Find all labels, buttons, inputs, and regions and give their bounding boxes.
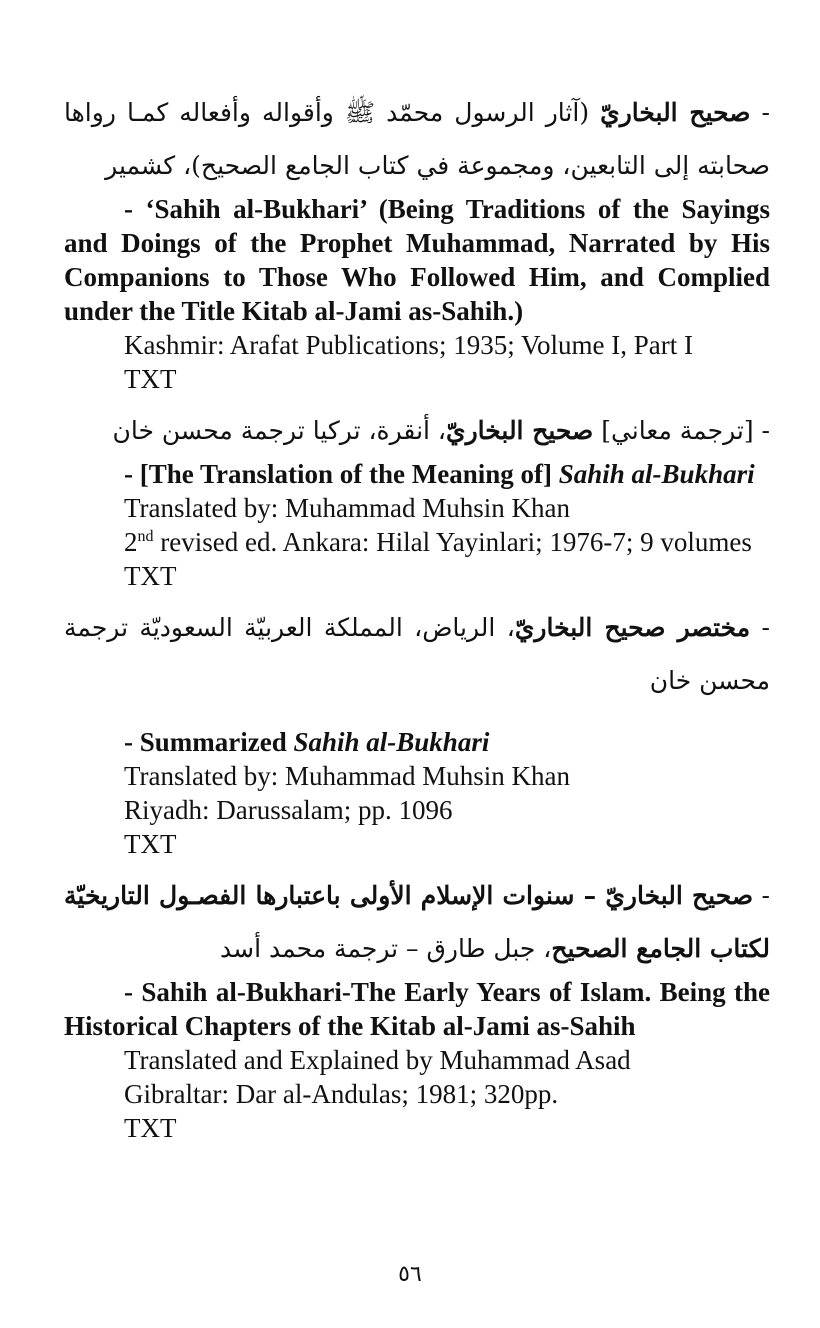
arabic-prefix: - [ترجمة معاني] [593,416,770,445]
arabic-details: (آثار الرسول محمّد ﷺ وأقواله وأفعاله كمـا رواها صحابته إلى التابعين، ومجموعة في كتاب الجامع الصحيح)، كشمير [64,98,770,180]
english-title-italic: Sahih al-Bukhari [558,459,755,489]
entry-meta [64,1043,770,1145]
format-label: TXT [124,829,177,859]
edition-suffix: nd [137,528,154,545]
english-title [64,457,770,491]
edition-info [64,525,770,559]
arabic-details: ، جبل طارق – ترجمة محمد أسد [220,934,552,963]
edition-details: revised ed. Ankara: Hilal Yayinlari; 1976-7; 9 volumes [153,527,752,557]
english-title [64,192,770,328]
arabic-citation [64,404,770,457]
arabic-citation [64,86,770,192]
bibliography-entry [64,601,770,861]
english-title-text: - Sahih al-Bukhari-The Early Years of Islam. Being the Historical Chapters of the Kitab al-Jami as-Sahih [64,977,770,1041]
entry-meta [64,759,770,861]
arabic-citation [64,869,770,975]
english-title-italic: Sahih al-Bukhari [293,727,490,757]
english-title [64,725,770,759]
english-title-text: - Summarized [124,727,294,757]
arabic-citation [64,601,770,707]
format-label: TXT [124,1113,177,1143]
bibliography-entry [64,404,770,593]
translator-info: Translated by: Muhammad Muhsin Khan [124,761,570,791]
arabic-title: صحيح البخاريّ [600,98,751,127]
arabic-title: صحيح البخاريّ [446,416,594,445]
entry-meta [64,491,770,593]
english-title [64,975,770,1043]
arabic-details: ، الرياض، المملكة العربيّة السعوديّة ترجمة محسن خان [64,613,770,695]
english-title-text: - ‘Sahih al-Bukhari’ (Being Traditions of the Sayings and Doings of the Prophet Muhammad, Narrated by His Companions to Those Who Followed Him, and Complied under the Title Kitab al-Jami as-Sahih.) [64,194,770,326]
arabic-details: ، أنقرة، تركيا ترجمة محسن خان [112,416,446,445]
page-number: ٥٦ [398,1262,422,1287]
arabic-title: مختصر صحيح البخاريّ [514,613,751,642]
arabic-prefix: - [753,881,770,910]
format-label: TXT [124,561,177,591]
page-body [64,86,770,1145]
translator-info: Translated by: Muhammad Muhsin Khan [124,493,570,523]
bibliography-entry [64,86,770,396]
translator-info: Translated and Explained by Muhammad Asad [124,1045,631,1075]
arabic-title: صحيح البخاريّ – سنوات الإسلام الأولى باعتبارها الفصـول التاريخيّة لكتاب الجامع الصحيح [64,881,770,963]
arabic-prefix: - [750,98,770,127]
arabic-prefix: - [750,613,770,642]
english-title-text: - [The Translation of the Meaning of] [124,459,559,489]
format-label: TXT [124,364,177,394]
publication-info: Gibraltar: Dar al-Andulas; 1981; 320pp. [124,1079,559,1109]
entry-meta [64,328,770,396]
bibliography-entry [64,869,770,1145]
edition-number: 2 [124,527,138,557]
publication-info: Kashmir: Arafat Publications; 1935; Volume I, Part I [124,330,693,360]
publication-info: Riyadh: Darussalam; pp. 1096 [124,795,453,825]
